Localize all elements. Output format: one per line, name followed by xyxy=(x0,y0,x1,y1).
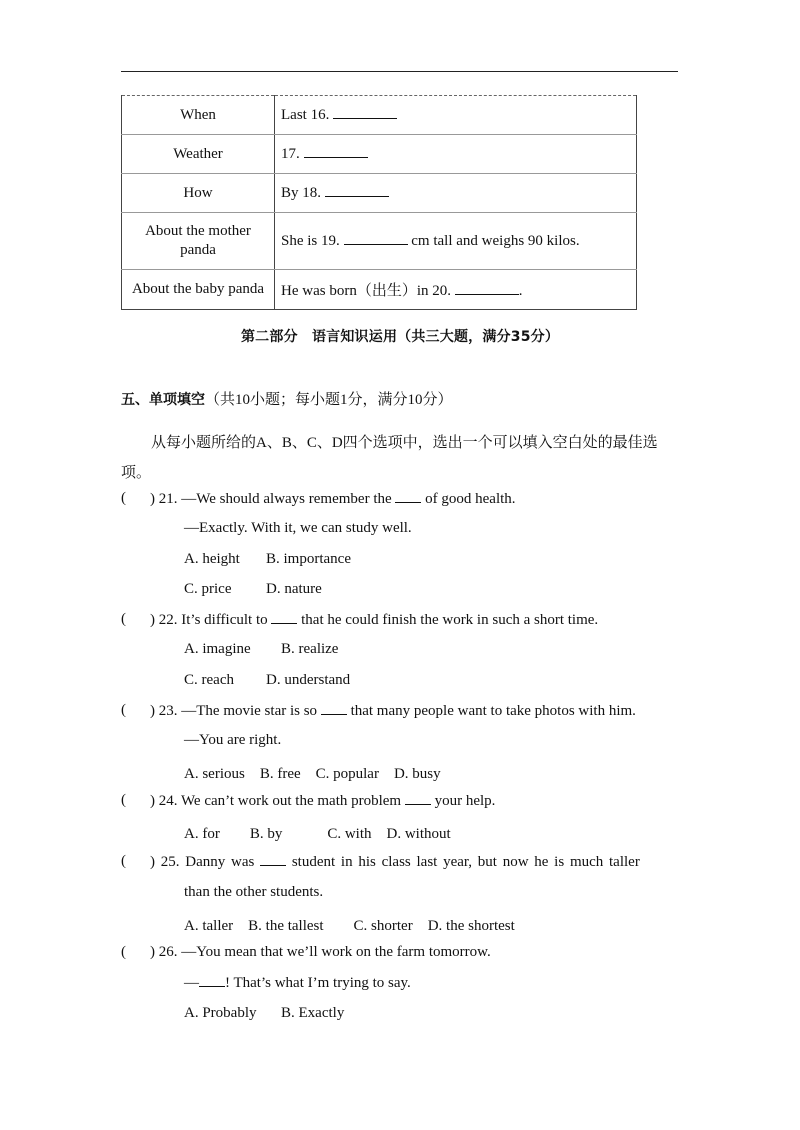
row-value xyxy=(275,96,637,135)
answer-blank xyxy=(321,702,347,715)
answer-blank xyxy=(344,232,408,245)
question-stem: ) 24. We can’t work out the math problem xyxy=(150,793,402,809)
answer-blank xyxy=(333,106,397,119)
answer-paren: ( xyxy=(121,853,126,869)
answer-blank xyxy=(405,792,431,805)
instruction-text: 从每小题所给的A、B、C、D四个选项中，选出一个可以填入空白处的最佳选项。 xyxy=(121,435,658,481)
answer-paren: ( xyxy=(121,944,126,960)
question-21 xyxy=(150,490,516,508)
question-stem-end: that he could finish the work in such a short time. xyxy=(301,612,599,628)
question-stem: ) 21. —We should always remember the xyxy=(150,491,392,507)
table-row xyxy=(122,270,637,310)
option-b: B. importance xyxy=(266,551,351,567)
question-24 xyxy=(150,792,495,810)
question-reply: —Exactly. With it, we can study well. xyxy=(184,520,412,536)
row-value-text: Last 16. xyxy=(281,107,330,123)
question-stem-continued: than the other students. xyxy=(184,884,324,900)
option-c: C. price xyxy=(184,581,232,597)
part-title: 第二部分 语言知识运用（共三大题，满分35分） xyxy=(240,329,560,345)
answer-paren: ( xyxy=(121,611,126,627)
question-stem: ) 23. —The movie star is so xyxy=(150,703,318,719)
question-22 xyxy=(150,611,598,629)
question-stem-end: your help. xyxy=(434,793,496,809)
row-value-text: 17. xyxy=(281,146,300,162)
row-label: Weather xyxy=(122,135,275,174)
answer-paren: ( xyxy=(121,490,126,506)
row-label: About the mother panda xyxy=(122,213,275,270)
question-stem-end: that many people want to take photos with him. xyxy=(350,703,636,719)
options-row: A. for B. by C. with D. without xyxy=(184,826,451,842)
row-label: How xyxy=(122,174,275,213)
option-d: D. understand xyxy=(266,672,351,688)
row-label: When xyxy=(122,96,275,135)
question-stem-end: student in his class last year, but now he is much taller xyxy=(291,854,640,870)
option-b: B. Exactly xyxy=(281,1005,345,1021)
question-stem-end: of good health. xyxy=(425,491,516,507)
question-23 xyxy=(150,702,636,720)
row-value xyxy=(275,213,637,270)
row-value xyxy=(275,174,637,213)
answer-blank xyxy=(271,611,297,624)
row-value-suffix: . xyxy=(518,283,523,299)
answer-blank xyxy=(325,184,389,197)
table-row xyxy=(122,174,637,213)
section-note: （共10小题；每小题1分，满分10分） xyxy=(205,392,453,408)
answer-paren: ( xyxy=(121,702,126,718)
row-value-text: By 18. xyxy=(281,185,322,201)
reply-text: ! That’s what I’m trying to say. xyxy=(225,975,411,991)
answer-blank xyxy=(199,974,225,987)
row-value-suffix: cm tall and weighs 90 kilos. xyxy=(411,233,580,249)
option-c: C. reach xyxy=(184,672,234,688)
answer-blank xyxy=(304,145,368,158)
reply-dash: — xyxy=(184,975,199,991)
table-row xyxy=(122,135,637,174)
row-value-text: She is 19. xyxy=(281,233,340,249)
row-value-text: He was born（出生）in 20. xyxy=(281,283,451,299)
option-a: A. Probably xyxy=(184,1005,257,1021)
question-stem: ) 25. Danny was xyxy=(150,854,255,870)
question-25 xyxy=(150,853,640,871)
option-a: A. imagine xyxy=(184,641,251,657)
section-heading xyxy=(121,388,453,409)
question-reply: —You are right. xyxy=(184,732,282,748)
section-title: 五、单项填空 xyxy=(121,392,205,408)
table-row xyxy=(122,96,637,135)
option-a: A. height xyxy=(184,551,240,567)
question-stem: ) 22. It’s difficult to xyxy=(150,612,268,628)
row-value xyxy=(275,270,637,310)
answer-blank xyxy=(455,282,519,295)
answer-blank xyxy=(395,490,421,503)
row-value xyxy=(275,135,637,174)
option-b: B. realize xyxy=(281,641,339,657)
row-label: About the baby panda xyxy=(122,270,275,310)
answer-paren: ( xyxy=(121,792,126,808)
option-d: D. nature xyxy=(266,581,322,597)
question-reply xyxy=(184,974,411,992)
options-row: A. taller B. the tallest C. shorter D. the shortest xyxy=(184,918,515,934)
options-row: A. serious B. free C. popular D. busy xyxy=(184,766,441,782)
table-row xyxy=(122,213,637,270)
info-table xyxy=(121,95,637,310)
answer-blank xyxy=(260,853,286,866)
question-26: ) 26. —You mean that we’ll work on the farm tomorrow. xyxy=(150,944,491,960)
header-rule xyxy=(121,71,678,72)
